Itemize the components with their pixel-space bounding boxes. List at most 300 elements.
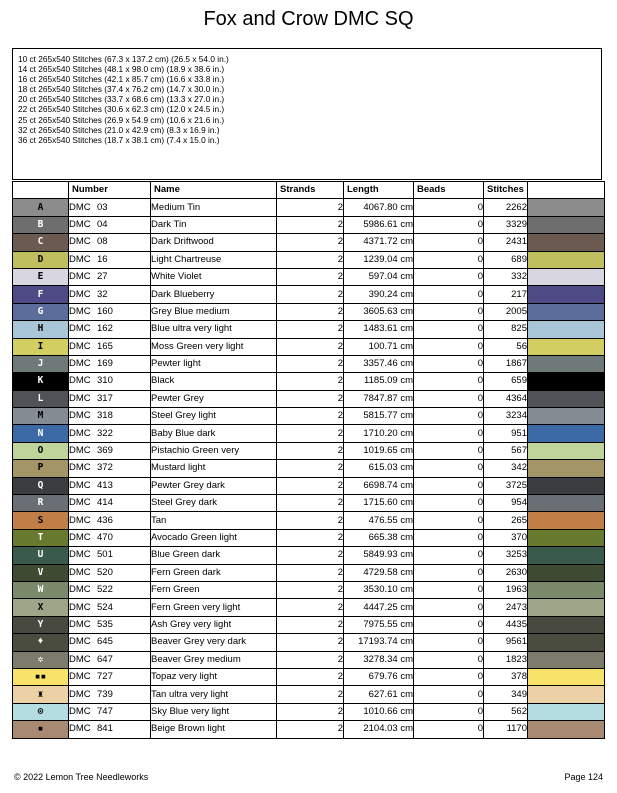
length-cell: 1010.66 cm	[344, 703, 414, 720]
brand-label: DMC	[69, 549, 91, 561]
symbol-cell: C	[13, 234, 69, 251]
table-row	[13, 616, 605, 633]
stitches-cell: 370	[484, 529, 528, 546]
brand-label: DMC	[69, 601, 91, 613]
beads-cell: 0	[414, 634, 484, 651]
beads-cell: 0	[414, 199, 484, 216]
code-label: 27	[97, 271, 108, 283]
name-cell: Sky Blue very light	[151, 703, 277, 720]
stitches-cell: 349	[484, 686, 528, 703]
symbol-cell: Q	[13, 477, 69, 494]
name-cell: Pewter Grey	[151, 390, 277, 407]
length-cell: 476.55 cm	[344, 512, 414, 529]
stitch-size-line: 10 ct 265x540 Stitches (67.3 x 137.2 cm) (26.5 x 54.0 in.)	[18, 54, 229, 64]
symbol-cell: P	[13, 460, 69, 477]
brand-label: DMC	[69, 497, 91, 509]
stitches-cell: 689	[484, 251, 528, 268]
name-cell: Moss Green very light	[151, 338, 277, 355]
length-cell: 679.76 cm	[344, 668, 414, 685]
number-cell	[69, 686, 151, 703]
table-row	[13, 234, 605, 251]
strands-cell: 2	[277, 234, 344, 251]
header-stitches: Stitches	[484, 182, 528, 199]
stitches-cell: 2262	[484, 199, 528, 216]
brand-label: DMC	[69, 410, 91, 422]
beads-cell: 0	[414, 668, 484, 685]
color-swatch	[528, 251, 605, 268]
symbol-cell: D	[13, 251, 69, 268]
beads-cell: 0	[414, 599, 484, 616]
name-cell: Mustard light	[151, 460, 277, 477]
strands-cell: 2	[277, 599, 344, 616]
code-label: 647	[97, 653, 113, 665]
number-cell	[69, 634, 151, 651]
code-label: 520	[97, 566, 113, 578]
color-swatch	[528, 651, 605, 668]
name-cell: Blue ultra very light	[151, 321, 277, 338]
strands-cell: 2	[277, 216, 344, 233]
thread-table	[12, 181, 605, 739]
brand-label: DMC	[69, 253, 91, 265]
name-cell: Beaver Grey medium	[151, 651, 277, 668]
number-cell	[69, 495, 151, 512]
code-label: 414	[97, 497, 113, 509]
stitch-size-line: 16 ct 265x540 Stitches (42.1 x 85.7 cm) (16.6 x 33.8 in.)	[18, 74, 225, 85]
beads-cell: 0	[414, 564, 484, 581]
length-cell: 390.24 cm	[344, 286, 414, 303]
length-cell: 1710.20 cm	[344, 425, 414, 442]
length-cell: 615.03 cm	[344, 460, 414, 477]
color-swatch	[528, 390, 605, 407]
number-cell	[69, 442, 151, 459]
color-swatch	[528, 616, 605, 633]
strands-cell: 2	[277, 721, 344, 738]
color-swatch	[528, 512, 605, 529]
brand-label: DMC	[69, 705, 91, 717]
stitches-cell: 562	[484, 703, 528, 720]
copyright: © 2022 Lemon Tree Needleworks	[14, 772, 149, 782]
brand-label: DMC	[69, 688, 91, 700]
stitches-cell: 825	[484, 321, 528, 338]
color-swatch	[528, 373, 605, 390]
code-label: 165	[97, 340, 113, 352]
name-cell: Topaz very light	[151, 668, 277, 685]
stitches-cell: 217	[484, 286, 528, 303]
stitches-cell: 2630	[484, 564, 528, 581]
code-label: 169	[97, 358, 113, 370]
symbol-cell: A	[13, 199, 69, 216]
strands-cell: 2	[277, 373, 344, 390]
symbol-cell: W	[13, 581, 69, 598]
beads-cell: 0	[414, 216, 484, 233]
table-row	[13, 303, 605, 320]
length-cell: 3530.10 cm	[344, 581, 414, 598]
beads-cell: 0	[414, 721, 484, 738]
table-row	[13, 321, 605, 338]
color-swatch	[528, 547, 605, 564]
number-cell	[69, 355, 151, 372]
color-swatch	[528, 442, 605, 459]
number-cell	[69, 286, 151, 303]
symbol-cell: R	[13, 495, 69, 512]
table-row	[13, 564, 605, 581]
symbol-cell: ▪	[13, 721, 69, 738]
stitches-cell: 2473	[484, 599, 528, 616]
length-cell: 627.61 cm	[344, 686, 414, 703]
brand-label: DMC	[69, 236, 91, 248]
number-cell	[69, 390, 151, 407]
color-swatch	[528, 286, 605, 303]
beads-cell: 0	[414, 616, 484, 633]
number-cell	[69, 425, 151, 442]
color-swatch	[528, 268, 605, 285]
number-cell	[69, 651, 151, 668]
strands-cell: 2	[277, 303, 344, 320]
stitches-cell: 1867	[484, 355, 528, 372]
name-cell: Avocado Green light	[151, 529, 277, 546]
brand-label: DMC	[69, 392, 91, 404]
code-label: 470	[97, 532, 113, 543]
strands-cell: 2	[277, 425, 344, 442]
stitch-size-line: 18 ct 265x540 Stitches (37.4 x 76.2 cm) (14.7 x 30.0 in.)	[18, 84, 225, 95]
code-label: 436	[97, 514, 113, 526]
table-row	[13, 216, 605, 233]
code-label: 08	[97, 236, 108, 248]
table-row	[13, 529, 605, 546]
strands-cell: 2	[277, 199, 344, 216]
number-cell	[69, 338, 151, 355]
code-label: 739	[97, 688, 113, 700]
length-cell: 7847.87 cm	[344, 390, 414, 407]
name-cell: Light Chartreuse	[151, 251, 277, 268]
stitches-cell: 1170	[484, 721, 528, 738]
length-cell: 17193.74 cm	[344, 634, 414, 651]
stitches-cell: 3253	[484, 547, 528, 564]
code-label: 310	[97, 375, 113, 387]
symbol-cell: ♦	[13, 634, 69, 651]
beads-cell: 0	[414, 442, 484, 459]
color-swatch	[528, 599, 605, 616]
color-swatch	[528, 668, 605, 685]
length-cell: 3357.46 cm	[344, 355, 414, 372]
stitch-size-line: 32 ct 265x540 Stitches (21.0 x 42.9 cm) (8.3 x 16.9 in.)	[18, 124, 220, 135]
length-cell: 1019.65 cm	[344, 442, 414, 459]
strands-cell: 2	[277, 686, 344, 703]
table-row	[13, 286, 605, 303]
symbol-cell: S	[13, 512, 69, 529]
number-cell	[69, 529, 151, 546]
name-cell: Steel Grey light	[151, 408, 277, 425]
symbol-cell: X	[13, 599, 69, 616]
table-row	[13, 390, 605, 407]
name-cell: Baby Blue dark	[151, 425, 277, 442]
symbol-cell: ▪▪	[13, 668, 69, 685]
brand-label: DMC	[69, 636, 91, 648]
header-number: Number	[69, 182, 151, 199]
strands-cell: 2	[277, 581, 344, 598]
stitches-cell: 56	[484, 338, 528, 355]
length-cell: 665.38 cm	[344, 529, 414, 546]
color-swatch	[528, 408, 605, 425]
beads-cell: 0	[414, 581, 484, 598]
symbol-cell: F	[13, 286, 69, 303]
symbol-cell: H	[13, 321, 69, 338]
table-header-row	[13, 182, 605, 199]
code-label: 522	[97, 584, 113, 596]
symbol-cell: E	[13, 268, 69, 285]
symbol-cell: ✲	[13, 651, 69, 668]
name-cell: Blue Green dark	[151, 547, 277, 564]
strands-cell: 2	[277, 529, 344, 546]
header-beads: Beads	[414, 182, 484, 199]
name-cell: Fern Green very light	[151, 599, 277, 616]
name-cell: Tan ultra very light	[151, 686, 277, 703]
number-cell	[69, 512, 151, 529]
length-cell: 1483.61 cm	[344, 321, 414, 338]
brand-label: DMC	[69, 340, 91, 352]
brand-label: DMC	[69, 514, 91, 526]
brand-label: DMC	[69, 271, 91, 283]
color-swatch	[528, 355, 605, 372]
code-label: 413	[97, 479, 113, 491]
number-cell	[69, 199, 151, 216]
stitches-cell: 2431	[484, 234, 528, 251]
strands-cell: 2	[277, 495, 344, 512]
code-label: 841	[97, 723, 113, 735]
brand-label: DMC	[69, 323, 91, 335]
stitches-cell: 265	[484, 512, 528, 529]
number-cell	[69, 321, 151, 338]
length-cell: 6698.74 cm	[344, 477, 414, 494]
brand-label: DMC	[69, 288, 91, 300]
length-cell: 100.71 cm	[344, 338, 414, 355]
beads-cell: 0	[414, 303, 484, 320]
code-label: 03	[97, 201, 108, 213]
beads-cell: 0	[414, 460, 484, 477]
symbol-cell: M	[13, 408, 69, 425]
table-row	[13, 512, 605, 529]
color-swatch	[528, 581, 605, 598]
number-cell	[69, 721, 151, 738]
color-swatch	[528, 477, 605, 494]
table-row	[13, 338, 605, 355]
table-row	[13, 651, 605, 668]
code-label: 317	[97, 392, 113, 404]
symbol-cell: ⊙	[13, 703, 69, 720]
name-cell: Beige Brown light	[151, 721, 277, 738]
beads-cell: 0	[414, 338, 484, 355]
length-cell: 5815.77 cm	[344, 408, 414, 425]
beads-cell: 0	[414, 390, 484, 407]
table-row	[13, 495, 605, 512]
name-cell: Beaver Grey very dark	[151, 634, 277, 651]
code-label: 645	[97, 636, 113, 648]
table-row	[13, 251, 605, 268]
stitches-cell: 954	[484, 495, 528, 512]
table-row	[13, 547, 605, 564]
length-cell: 2104.03 cm	[344, 721, 414, 738]
number-cell	[69, 477, 151, 494]
stitches-cell: 9561	[484, 634, 528, 651]
brand-label: DMC	[69, 671, 91, 683]
beads-cell: 0	[414, 651, 484, 668]
number-cell	[69, 216, 151, 233]
length-cell: 4729.58 cm	[344, 564, 414, 581]
strands-cell: 2	[277, 286, 344, 303]
strands-cell: 2	[277, 321, 344, 338]
beads-cell: 0	[414, 529, 484, 546]
strands-cell: 2	[277, 355, 344, 372]
brand-label: DMC	[69, 218, 91, 230]
code-label: 32	[97, 288, 108, 300]
name-cell: Dark Driftwood	[151, 234, 277, 251]
brand-label: DMC	[69, 532, 91, 543]
table-row	[13, 703, 605, 720]
length-cell: 4371.72 cm	[344, 234, 414, 251]
strands-cell: 2	[277, 547, 344, 564]
color-swatch	[528, 686, 605, 703]
code-label: 535	[97, 618, 113, 630]
number-cell	[69, 251, 151, 268]
number-cell	[69, 599, 151, 616]
brand-label: DMC	[69, 358, 91, 370]
beads-cell: 0	[414, 686, 484, 703]
table-row	[13, 668, 605, 685]
table-row	[13, 599, 605, 616]
number-cell	[69, 234, 151, 251]
table-row	[13, 408, 605, 425]
symbol-cell: K	[13, 373, 69, 390]
number-cell	[69, 564, 151, 581]
stitch-size-line: 20 ct 265x540 Stitches (33.7 x 68.6 cm) (13.3 x 27.0 in.)	[18, 94, 225, 105]
beads-cell: 0	[414, 512, 484, 529]
stitch-size-line: 14 ct 265x540 Stitches (48.1 x 98.0 cm) (18.9 x 38.6 in.)	[18, 64, 225, 75]
color-swatch	[528, 303, 605, 320]
brand-label: DMC	[69, 479, 91, 491]
beads-cell: 0	[414, 425, 484, 442]
table-row	[13, 442, 605, 459]
code-label: 162	[97, 323, 113, 335]
color-swatch	[528, 321, 605, 338]
name-cell: Ash Grey very light	[151, 616, 277, 633]
brand-label: DMC	[69, 723, 91, 735]
stitches-cell: 1823	[484, 651, 528, 668]
stitch-size-line: 25 ct 265x540 Stitches (26.9 x 54.9 cm) (10.6 x 21.6 in.)	[18, 114, 225, 125]
strands-cell: 2	[277, 668, 344, 685]
table-row	[13, 373, 605, 390]
header-name: Name	[151, 182, 277, 199]
strands-cell: 2	[277, 338, 344, 355]
brand-label: DMC	[69, 566, 91, 578]
beads-cell: 0	[414, 547, 484, 564]
stitches-cell: 3725	[484, 477, 528, 494]
stitches-cell: 951	[484, 425, 528, 442]
color-swatch	[528, 199, 605, 216]
color-swatch	[528, 216, 605, 233]
table-row	[13, 686, 605, 703]
name-cell: Fern Green dark	[151, 564, 277, 581]
header-symbol	[13, 182, 69, 199]
stitches-cell: 332	[484, 268, 528, 285]
symbol-cell: B	[13, 216, 69, 233]
strands-cell: 2	[277, 703, 344, 720]
symbol-cell: L	[13, 390, 69, 407]
code-label: 369	[97, 445, 113, 457]
symbol-cell: I	[13, 338, 69, 355]
beads-cell: 0	[414, 703, 484, 720]
color-swatch	[528, 529, 605, 546]
stitches-cell: 3329	[484, 216, 528, 233]
strands-cell: 2	[277, 564, 344, 581]
table-row	[13, 477, 605, 494]
length-cell: 597.04 cm	[344, 268, 414, 285]
name-cell: Pistachio Green very	[151, 442, 277, 459]
beads-cell: 0	[414, 408, 484, 425]
length-cell: 3278.34 cm	[344, 651, 414, 668]
length-cell: 5849.93 cm	[344, 547, 414, 564]
brand-label: DMC	[69, 375, 91, 387]
beads-cell: 0	[414, 321, 484, 338]
stitches-cell: 378	[484, 668, 528, 685]
color-swatch	[528, 234, 605, 251]
beads-cell: 0	[414, 477, 484, 494]
strands-cell: 2	[277, 477, 344, 494]
code-label: 318	[97, 410, 113, 422]
code-label: 16	[97, 253, 108, 265]
number-cell	[69, 703, 151, 720]
stitches-cell: 567	[484, 442, 528, 459]
length-cell: 1239.04 cm	[344, 251, 414, 268]
code-label: 524	[97, 601, 113, 613]
table-row	[13, 355, 605, 372]
strands-cell: 2	[277, 512, 344, 529]
number-cell	[69, 547, 151, 564]
strands-cell: 2	[277, 460, 344, 477]
length-cell: 1715.60 cm	[344, 495, 414, 512]
stitches-cell: 4364	[484, 390, 528, 407]
brand-label: DMC	[69, 653, 91, 665]
brand-label: DMC	[69, 618, 91, 630]
name-cell: White Violet	[151, 268, 277, 285]
stitches-cell: 342	[484, 460, 528, 477]
strands-cell: 2	[277, 442, 344, 459]
stitches-cell: 3234	[484, 408, 528, 425]
symbol-cell: J	[13, 355, 69, 372]
brand-label: DMC	[69, 584, 91, 596]
color-swatch	[528, 564, 605, 581]
page-number: Page 124	[564, 772, 603, 782]
length-cell: 7975.55 cm	[344, 616, 414, 633]
number-cell	[69, 268, 151, 285]
stitch-size-box	[12, 48, 602, 180]
number-cell	[69, 668, 151, 685]
header-length: Length	[344, 182, 414, 199]
name-cell: Pewter light	[151, 355, 277, 372]
color-swatch	[528, 460, 605, 477]
beads-cell: 0	[414, 373, 484, 390]
symbol-cell: N	[13, 425, 69, 442]
code-label: 04	[97, 218, 108, 230]
header-swatch	[528, 182, 605, 199]
beads-cell: 0	[414, 355, 484, 372]
stitches-cell: 2005	[484, 303, 528, 320]
header-strands: Strands	[277, 182, 344, 199]
symbol-cell: U	[13, 547, 69, 564]
number-cell	[69, 303, 151, 320]
brand-label: DMC	[69, 427, 91, 439]
code-label: 372	[97, 462, 113, 474]
number-cell	[69, 373, 151, 390]
